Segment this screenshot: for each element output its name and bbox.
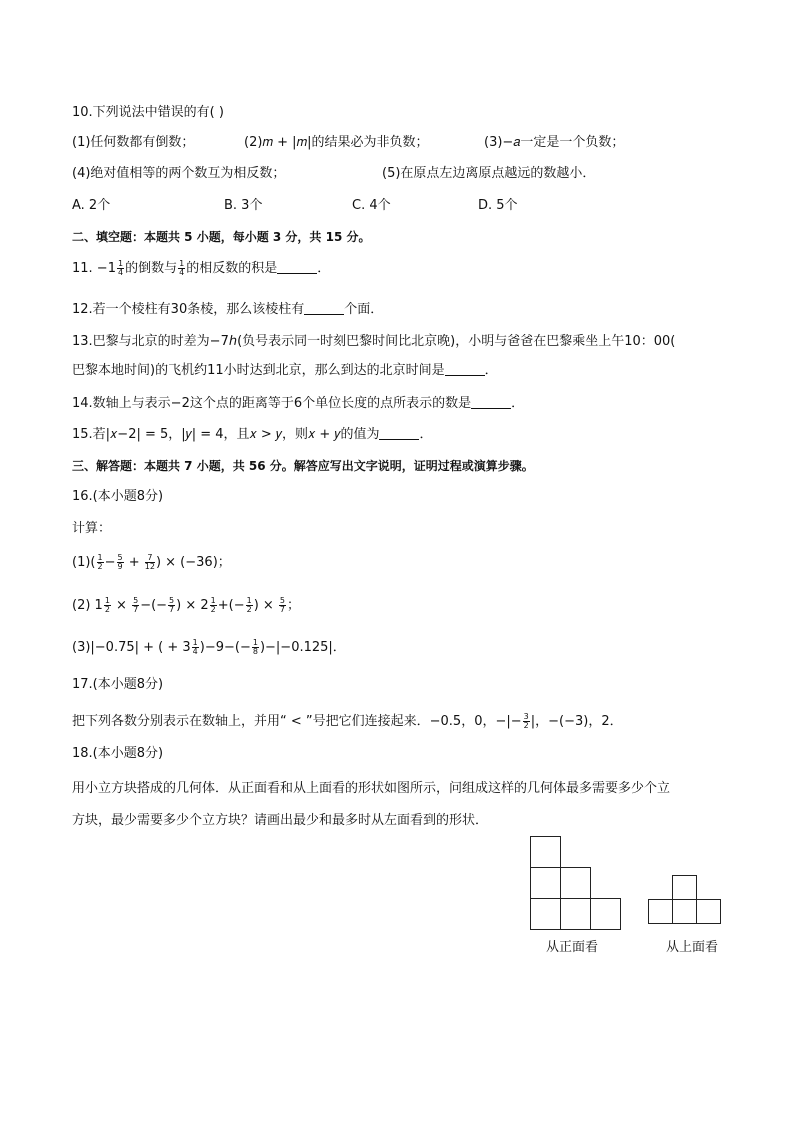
- front-cube: [530, 836, 561, 868]
- section3-header: 三、解答题：本题共 7 小题，共 56 分。解答应写出文字说明，证明过程或演算步骤。: [72, 459, 534, 473]
- q13-line2: 巴黎本地时间)的飞机约11小时达到北京，那么到达的北京时间是 ．: [72, 363, 498, 378]
- q16-part1: (1)( $\frac{1}{2}$ − $\frac{5}{9}$ + $\frac{7}{12}$ ) × (−36)；: [72, 553, 231, 571]
- q15: 15.若|𝑥−2| = 5，|𝑦| = 4，且𝑥 > 𝑦，则𝑥 + 𝑦的值为 ．: [72, 427, 433, 442]
- q10-options: [72, 197, 518, 215]
- q14-answer-blank: [471, 396, 511, 409]
- q18-title: 18.(本小题8分): [72, 746, 164, 761]
- q11-text-b: 的倒数与: [125, 261, 178, 276]
- q10-stem: 10.下列说法中错误的有( ): [72, 105, 224, 120]
- top-cube: [648, 899, 673, 924]
- q16-part3: (3)|−0.75| + ( + 3 $\frac{1}{4}$ )−9−(− $\frac{1}{8}$ )−|−0.125|．: [72, 638, 346, 656]
- section2-header: 二、填空题：本题共 5 小题，每小题 3 分，共 15 分。: [72, 230, 371, 244]
- q10-statements-row1: [72, 134, 625, 152]
- front-view-caption: 从正面看: [546, 940, 599, 955]
- front-cube: [530, 898, 561, 930]
- q10-s1: (1)任何数都有倒数；: [72, 135, 195, 150]
- q10-option-b: B. 3个: [224, 198, 263, 213]
- q16-part2: (2) 1 $\frac{1}{2}$ × $\frac{5}{7}$ −(− $\frac{5}{7}$ ) × 2 $\frac{1}{2}$ +(− $\frac{1}{2}$ ) × $\frac{5}{7}$ ；: [72, 596, 301, 614]
- q15-answer-blank: [379, 427, 419, 440]
- q11-answer-blank: [277, 261, 317, 274]
- q13-line1: 13.巴黎与北京的时差为−7ℎ(负号表示同一时刻巴黎时间比北京晚)，小明与爸爸在巴黎乘坐上午10：00(: [72, 334, 676, 349]
- q12: 12.若一个棱柱有30条棱，那么该棱柱有 个面．: [72, 302, 384, 317]
- top-cube: [696, 899, 721, 924]
- q18-line1: 用小立方块搭成的几何体．从正面看和从上面看的形状如图所示，问组成这样的几何体最多需要多少个立: [72, 781, 671, 796]
- front-cube: [560, 867, 591, 899]
- q11-fraction-2: $\frac{1}{4}$: [179, 259, 185, 277]
- front-cube: [590, 898, 621, 930]
- top-view-caption: 从上面看: [666, 940, 719, 955]
- q10-option-a: A. 2个: [72, 198, 111, 213]
- q17-title: 17.(本小题8分): [72, 677, 164, 692]
- q10-s5: (5)在原点左边离原点越远的数越小．: [382, 166, 596, 181]
- top-cube: [672, 875, 697, 900]
- q16-title: 16.(本小题8分): [72, 489, 164, 504]
- q14: 14.数轴上与表示−2这个点的距离等于6个单位长度的点所表示的数是 ．: [72, 396, 525, 411]
- q11-fraction-1: $\frac{1}{4}$: [117, 259, 124, 277]
- q12-answer-blank: [304, 302, 344, 315]
- q17-text: 把下列各数分别表示在数轴上，并用“ < ”号把它们连接起来．−0.5，0，−|− $\frac{3}{2}$ |，−(−3)，2．: [72, 712, 623, 730]
- q10-s4: (4)绝对值相等的两个数互为相反数；: [72, 166, 286, 181]
- q11: 11. −1 $\frac{1}{4}$ 的倒数与 $\frac{1}{4}$ 的相反数的积是 ．: [72, 259, 331, 277]
- q10-statements-row2: [72, 165, 596, 183]
- q10-s3: (3)−𝑎一定是一个负数；: [484, 135, 625, 150]
- front-cube: [530, 867, 561, 899]
- front-cube: [560, 898, 591, 930]
- q13-answer-blank: [445, 363, 485, 376]
- top-cube: [672, 899, 697, 924]
- q10-option-d: D. 5个: [478, 198, 518, 213]
- q16-intro: 计算：: [72, 521, 112, 536]
- q11-text-c: 的相反数的积是: [186, 261, 278, 276]
- q18-line2: 方块，最少需要多少个立方块？请画出最少和最多时从左面看到的形状．: [72, 813, 489, 828]
- q10-s2: (2)𝑚 + |𝑚|的结果必为非负数；: [244, 135, 429, 150]
- q10-option-c: C. 4个: [352, 198, 391, 213]
- q11-text-a: 11. −1: [72, 261, 116, 276]
